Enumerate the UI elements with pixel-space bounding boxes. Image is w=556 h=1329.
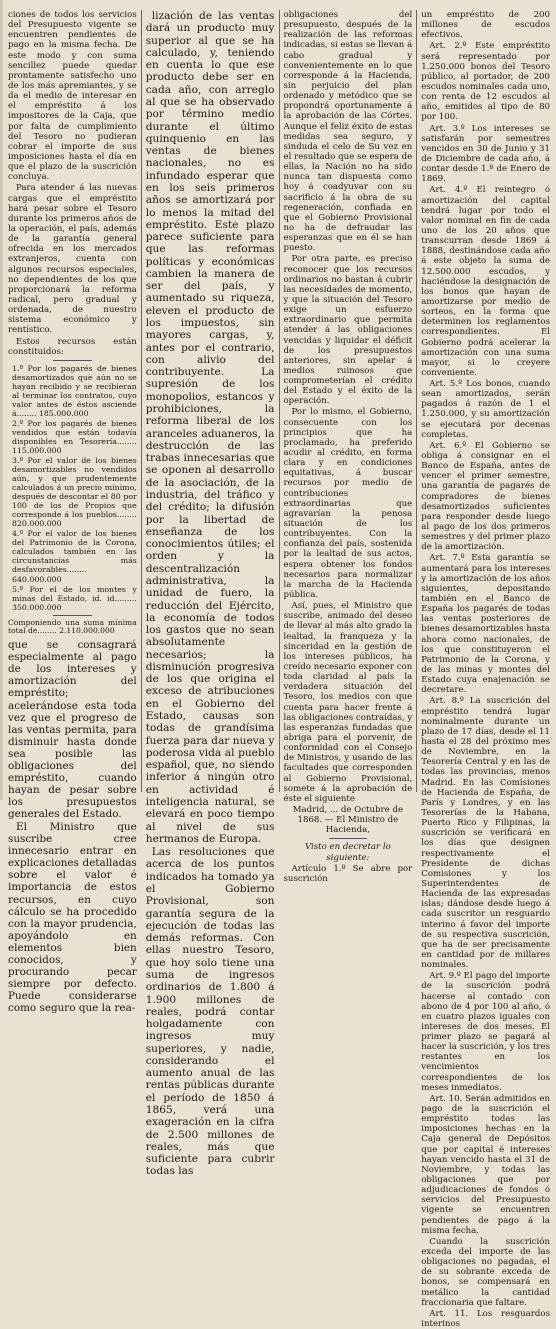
section-rule — [53, 360, 92, 361]
resources-list — [8, 364, 137, 612]
column-4 — [416, 10, 550, 1329]
col1-paragraph: Estos recursos están constituidos: — [8, 336, 137, 357]
col1-paragraph: ciones de todos los servicios del Presupuesto vigente se encuentren pendientes de pago en la misma fecha. De este modo y con suma sencillez puede quedar prontamente satisfecho uno de los más apremiantes, y se da el medio de interesar en el empréstito á los impositores de la Caja, que por falta de cumplimiento del Tesoro no pudieran cobrar el importe de sus imposiciones hasta el día en que el plazo de la suscrición concluya. — [8, 10, 137, 183]
article-paragraph: Art. 5.º Los bonos, cuando sean amortizados, serán pagados á razón de 1 el 1.250.000, y su amortización se ejecutará por decenas completas. — [421, 379, 550, 440]
page-edge — [0, 0, 3, 800]
col2-paragraph: Las resoluciones que acerca de los puntos indicados ha tomado ya el Gobierno Provisional, son garantía segura de la ejecución de todas las demás reformas. Con ellas nuestro Tesoro, que hoy solo tiene una suma de ingresos ordinarios de 1.800 á 1.900 millones de reales, podrá contar holgadamente con ingresos muy superiores, y nadie, considerando el aumento anual de las rentas públicas durante el período de 1850 á 1865, verá una exageración en la cifra de 2.500 millones de reales, más que suficiente para cubrir todas las — [145, 846, 275, 1178]
section-rule — [53, 615, 92, 616]
article-paragraph: Cuando la suscrición exceda del importe de las obligaciones no pagadas, el de su sobrante exceda de bonos, se compensará en metálico la cantidad fraccionaria que faltare. — [421, 1236, 550, 1308]
col3-paragraph: Por otra parte, es preciso reconocer que los recursos ordinarios no bastan á cubrir las necesidades de momento, y que la situación del Tesoro exige un esfuerzo extraordinario que permita atender á las obligaciones vencidas y liquidar el déficit de los presupuestos anteriores, sin apelar á medios ruinosos que comprometerían el crédito del Estado y el éxito de la operación. — [283, 254, 413, 407]
section-rule — [329, 838, 368, 839]
article-paragraph: Art. 6.º El Gobierno se obliga á consignar en el Banco de España, antes de vencer el primer semestre, una garantía de pagarés de compradores de bienes desamortizados suficientes para responder desde luego al pago de los dos primeros semestres y del primer plazo de la amortización. — [421, 440, 550, 553]
article-paragraph: Art. 2.º Este empréstito será representado por 1.250.000 bonos del Tesoro público, al portador, de 200 escudos nominales cada uno, con renta de 12 escudos al año, emitidos al tipo de 80 por 100. — [421, 41, 550, 123]
article-paragraph: Art. 9.º El pago del importe de la suscrición podrá hacerse al contado con abono de 4 por 100 al año, ó en cuatro plazos iguales con intereses de dos meses. El primer plazo se pagará al hacer la suscrición, y los tres restantes en los vencimientos correspondientes de los meses inmediatos. — [421, 971, 550, 1093]
col1-paragraph: que se consagrará especialmente al pago de los intereses y amortización del empréstito; acelerándose esta toda vez que el progreso de las ventas permita, para disminuir hasta donde sea posible las obligaciones del empréstito, cuando hayan de pesar sobre los presupuestos generales del Estado. — [8, 639, 137, 821]
column-3 — [279, 10, 413, 884]
col3-paragraph: Así, pues, el Ministro que suscribe, animado del deseo de llevar al más alto grado la lealtad, la franqueza y la sinceridad en la gestión de los intereses públicos, ha creído necesario exponer con toda claridad al país la verdadera situación del Tesoro, los medios con que cuenta para hacer frente á las obligaciones contraídas, y las esperanzas fundadas que abriga para el porvenir, de conformidad con el Consejo de Ministros, y usando de las facultades que corresponden al Gobierno Provisional, somete á la aprobación de éste el siguiente — [283, 601, 413, 804]
resource-item: 5.º Por el de los montes y minas del Estado, id. id......... 350.000.000 — [12, 584, 137, 612]
resource-item: 1.º Por los pagarés de bienes desamortizados que aún no se hayan recibido y se recibieran al terminar los contratos, cuyo valor antes de éstos asciende á........ 185.000.000 — [12, 363, 137, 418]
col1-paragraph: El Ministro que suscribe cree innecesario entrar en explicaciones detalladas sobre el valor é importancia de estos recursos, en cuyo cálculo se ha procedido con la mayor prudencia, apoyándolo en elementos bien conocidos, y procurando pecar siempre por defecto. Puede considerarse como seguro que la rea- — [8, 821, 137, 1015]
article-paragraph: Art. 3.º Los intereses se satisfarán por semestres vencidos en 30 de Junio y 31 de Diciembre de cada año, á contar desde 1.º de Enero de 1869. — [421, 123, 550, 185]
article-paragraph: Art. 8.º La suscrición del empréstito tendrá lugar nominalmente durante un plazo de 17 días, desde el 11 hasta el 28 del próximo mes de Noviembre, en la Tesorería Central y en las de todas las provincias, menos Madrid. En las Comisiones de Hacienda de España, de París y Londres, y en las Tesorerías de la Habana, Puerto Rico y Filipinas, la suscrición se verificará en los días que designen respectivamente el Presidente de dichas Comisiones y los Superintendentes de Hacienda de las expresadas islas; dándose desde luego á cada suscritor un resguardo interino á favor del importe de su respectiva suscrición, que ha de ser precisamente en cantidad por de millares nominales. — [421, 696, 550, 971]
resource-item: 3.º Por el valor de los bienes desamortizables no vendidos aún, y que prudentemente calculados á un precio mínimo, después de descontar el 80 por 100 de los de Propios que corresponde á los pueblos........ 820.000.000 — [12, 456, 137, 529]
resources-total: Componiendo una suma mínima total de........ 2.110.000.000 — [8, 617, 137, 636]
column-1 — [8, 10, 137, 1015]
col3-paragraph: Por lo mismo, el Gobierno, consecuente con los principios que ha proclamado, ha preferido acudir al crédito, en forma clara y en condiciones equitativas, á buscar recursos por medio de contribuciones extraordinarias que agravarían la penosa situación de los contribuyentes. Con la confianza del país, sostenida por la lealtad de sus actos, espera obtener los fondos necesarios para normalizar la marcha de la Hacienda pública. — [283, 407, 413, 601]
article-paragraph: Art. 4.º El reintegro ó amortización del capital tendrá lugar por todo el valor nominal en fin de cada uno de los 20 años que transcurran desde 1869 á 1888, destinándose cada año á este objeto la suma de 12.500.000 escudos, y haciéndose la designación de los bonos que hayan de amortizarse por medio de sorteos, en la forma que determinen los reglamentos correspondientes. El Gobierno podrá acelerar la amortización con una suma mayor, si lo creyere conveniente. — [421, 185, 550, 378]
col3-signature: Madrid, ... de Octubre de 1868. — El Ministro de Hacienda, — [292, 804, 404, 836]
col1-paragraph: Para atender á las nuevas cargas que el empréstito hará pesar sobre el Tesoro durante los primeros años de la operación, el país, además de la garantía general ofrecida en los mercados extranjeros, cuenta con algunos recursos especiales, no dependientes de los que proporcionará la reforma radical, pero gradual y ordenada, de nuestro sistema económico y rentístico. — [8, 183, 137, 336]
article-paragraph: Art. 10. Serán admitidos en pago de la suscrición el empréstito todas las imposiciones hechas en la Caja general de Depósitos que por capital é intereses hayan vencido hasta el 31 de Noviembre, y todas las obligaciones que por adjudicaciones de fondos ó servicios del Presupuesto vigente se encuentren pendientes de pago á la misma fecha. — [421, 1093, 550, 1236]
column-2 — [141, 10, 275, 1178]
col2-paragraph: lización de las ventas dará un producto muy superior al que se ha calculado, y, teniendo en cuenta lo que ese producto debe ser en cada año, con arreglo al que se ha observado por término medio durante el último quinquenio en las ventas de bienes nacionales, no es infundado esperar que en los seis primeros años se amortizará por lo menos la mitad del empréstito. Este plazo parece suficiente para que las reformas políticas y económicas cambien la manera de ser del país, y aumentado su riqueza, eleven el producto de los impuestos, sin mayores cargas, y, antes por el contrario, con alivio del contribuyente. La supresión de los monopolios, estancos y prohibiciones, la reforma liberal de los aranceles aduaneros, la destrucción de las trabas innecesarias que se oponen al desarrollo de la asociación, de la industria, del tráfico y del crédito; la difusión por la libertad de enseñanza de los conocimientos útiles; el orden y la descentralización administrativa, la unidad de fuero, la reducción del Ejército, la economía de todos los gastos que no sean absolutamente necesarios; la disminución progresiva de los que origina el exceso de atribuciones en el Gobierno del Estado, causas son todas de grandísima fuerza para dar nueva y poderosa vida al pueblo español, que, no siendo inferior á ningún otro en actividad é inteligencia natural, se elevará en poco tiempo al nivel de sus hermanos de Europa. — [145, 10, 275, 845]
resource-item: 2.º Por los pagarés de bienes vendidos que están todavía disponibles en Tesorería........ 115.000.000 — [12, 418, 137, 456]
article-1: Artículo 1.º Se abre por suscrición — [283, 863, 413, 884]
article-paragraph: Art. 11. Los resguardos interinos — [421, 1308, 550, 1329]
col4-paragraph: un empréstito de 200 millones de escudos efectivos. — [421, 10, 550, 41]
decree-heading: Visto en decretar lo siguiente: — [304, 842, 391, 863]
resource-item: 4.º Por el valor de los bienes del Patrimonio de la Corona, calculados también en las circunstancias más desfavorables........ 640.000.000 — [12, 529, 137, 584]
article-paragraph: Art. 7.º Esta garantía se aumentará para los intereses y la amortización de los años siguientes, depositando también en el Banco de España los pagarés de todas las ventas posteriores de bienes desamortizables hasta ahora como nacionales, de los que constituyeron el Patrimonio de la Corona, y de las minas y montes del Estado cuya enajenación se decretare. — [421, 553, 550, 696]
col3-paragraph: obligaciones del presupuesto, después de la realización de las reformas indicadas, si estas se llevan á cabo gradual y convenientemente en lo que corresponde á la Hacienda, sin perjuicio del plan ordenado y metódico que se propondrá oportunamente á la aprobación de las Córtes. Aunque el feliz éxito de estas medidas sea seguro, y sinduda el celo de Su vez en el resultado que se espera de ellas, la Nación no ha sido nunca tan dispuesta como hoy á coadyuvar con su sacrificio á la obra de su regeneración, confiada en que el Gobierno Provisional no ha de defraudar las esperanzas que en él se han puesto. — [283, 10, 413, 254]
